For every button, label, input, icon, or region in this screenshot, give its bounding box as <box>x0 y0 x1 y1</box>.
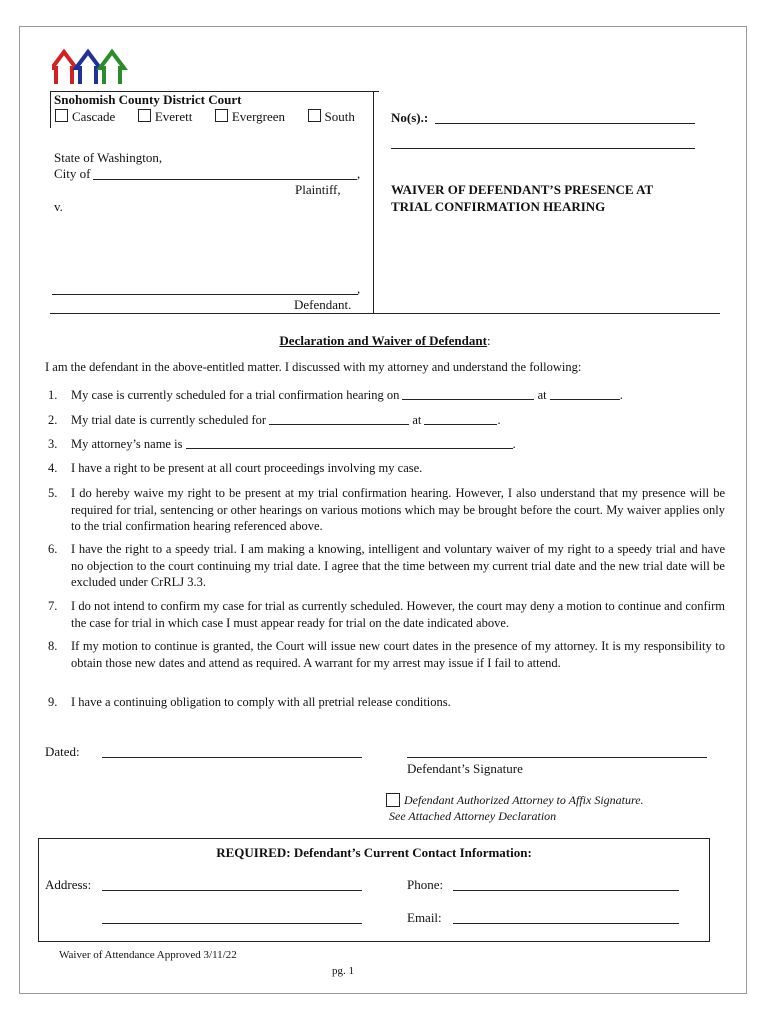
case-number-label: No(s).: <box>391 110 429 125</box>
plaintiff-label: Plaintiff, <box>295 182 341 197</box>
three-arrows-logo <box>52 48 130 86</box>
phone-label: Phone: <box>407 877 444 892</box>
list-item-6: 6. I have the right to a speedy trial. I am making a knowing, intelligent and voluntary waiver of my right to a speedy trial and have no objection to the court continuing my trial date. I agree that the time between my current trial date and the new trial date will be excluded under CrRLJ 3.3. <box>48 542 725 589</box>
hearing-time-field[interactable] <box>550 388 620 400</box>
case-number-field[interactable] <box>435 123 695 124</box>
case-number-field-2[interactable] <box>391 148 695 149</box>
contact-heading: REQUIRED: Defendant’s Current Contact Information: <box>216 845 532 860</box>
page-number: pg. 1 <box>332 965 354 977</box>
document-title-line1: WAIVER OF DEFENDANT’S PRESENCE AT <box>391 182 654 197</box>
hearing-date-field[interactable] <box>402 388 534 400</box>
phone-field[interactable] <box>453 890 679 891</box>
state-label: State of Washington, <box>54 150 163 165</box>
trial-time-field[interactable] <box>424 413 497 425</box>
checkbox-evergreen[interactable]: Evergreen <box>215 109 285 124</box>
signature-label: Defendant’s Signature <box>407 761 523 776</box>
email-label: Email: <box>407 910 442 925</box>
document-title-line2: TRIAL CONFIRMATION HEARING <box>391 199 606 214</box>
declaration-heading: Declaration and Waiver of Defendant: <box>279 333 491 348</box>
list-item-9: 9. I have a continuing obligation to comply with all pretrial release conditions. <box>48 695 451 709</box>
address-label: Address: <box>45 877 92 892</box>
signature-field[interactable] <box>407 757 707 758</box>
email-field[interactable] <box>453 923 679 924</box>
list-item-5: 5. I do hereby waive my right to be present at my trial confirmation hearing. However, I also understand that my presence will be required for trial, sentencing or other hearings on various motions which may be brought before the court. My waiver applies only to the trial confirmation hearing referenced above. <box>48 486 725 533</box>
city-field[interactable] <box>93 179 357 180</box>
checkbox-cascade[interactable]: Cascade <box>55 109 115 124</box>
footer-text: Waiver of Attendance Approved 3/11/22 <box>59 949 237 961</box>
list-item-2: 2. My trial date is currently scheduled for at . <box>48 413 501 427</box>
location-options <box>55 109 355 125</box>
city-comma: , <box>357 166 361 181</box>
dated-label: Dated: <box>45 744 80 759</box>
defendant-comma: , <box>357 281 361 296</box>
checkbox-south[interactable]: South <box>308 109 355 124</box>
date-field[interactable] <box>102 757 362 758</box>
city-label: City of <box>54 166 91 181</box>
checkbox-everett[interactable]: Everett <box>138 109 193 124</box>
intro-text: I am the defendant in the above-entitled matter. I discussed with my attorney and understand the following: <box>45 360 582 374</box>
versus-label: v. <box>54 199 63 214</box>
list-item-4: 4. I have a right to be present at all court proceedings involving my case. <box>48 461 423 475</box>
list-item-7: 7. I do not intend to confirm my case for trial as currently scheduled. However, the court may deny a motion to continue and confirm the case for trial in which case I must appear ready for trial on the date indicated above. <box>48 599 725 630</box>
defendant-name-field[interactable] <box>52 294 358 295</box>
address-field-2[interactable] <box>102 923 362 924</box>
list-item-3: 3. My attorney’s name is . <box>48 437 516 451</box>
authorized-line1: Defendant Authorized Attorney to Affix Signature. <box>404 793 644 807</box>
court-name: Snohomish County District Court <box>54 92 242 107</box>
list-item-8: 8. If my motion to continue is granted, the Court will issue new court dates in the presence of my attorney. It is my responsibility to obtain those new dates and attend as required. A warrant for my arrest may issue if I fail to attend. <box>48 639 725 670</box>
authorized-line2: See Attached Attorney Declaration <box>389 809 557 823</box>
trial-date-field[interactable] <box>269 413 409 425</box>
attorney-name-field[interactable] <box>186 437 513 449</box>
list-item-1: 1. My case is currently scheduled for a trial confirmation hearing on at . <box>48 388 623 402</box>
defendant-label: Defendant. <box>294 297 352 312</box>
address-field[interactable] <box>102 890 362 891</box>
